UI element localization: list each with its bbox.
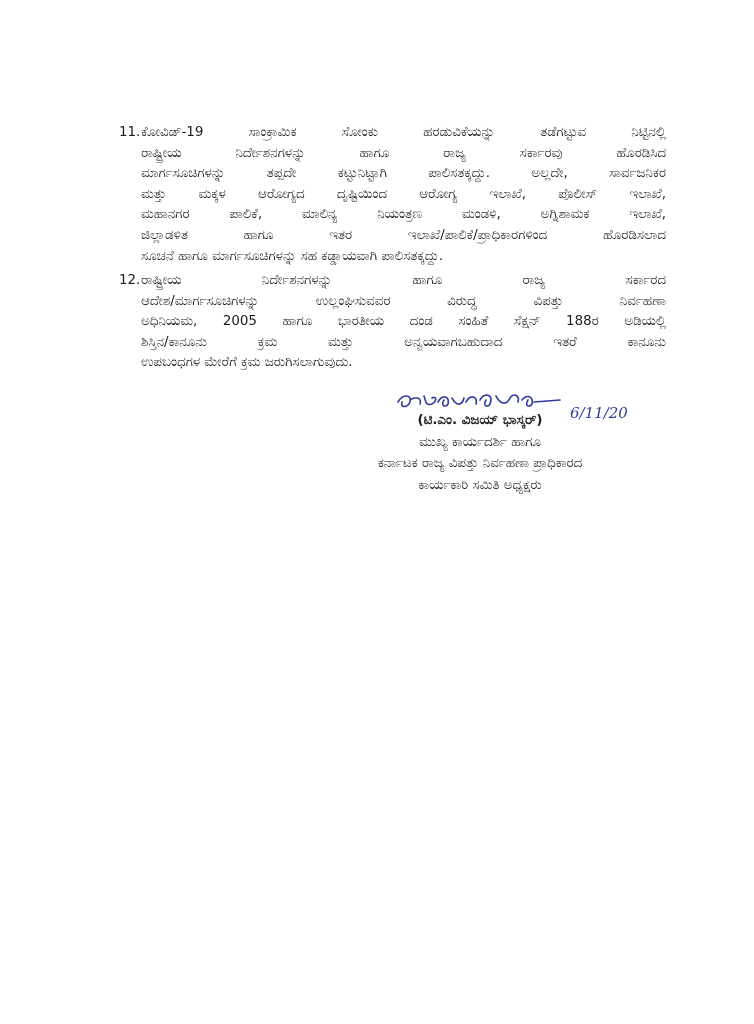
signatory-block: [300, 410, 660, 496]
clause-11: [119, 123, 666, 267]
clause-line: ಜಿಲ್ಲಾಡಳಿತ ಹಾಗೂ ಇತರ ಇಲಾಖೆ/ಪಾಲಿಕೆ/ಪ್ರಾಧಿಕಾರಗಳಿಂದ ಹೊರಡಿಸಲಾದ: [141, 227, 666, 243]
clause-line: ಮಾರ್ಗಸೂಚಿಗಳನ್ನು ತಪ್ಪದೇ ಕಟ್ಟುನಿಟ್ಟಾಗಿ ಪಾಲಿಸತಕ್ಕದ್ದು. ಅಲ್ಲದೇ, ಸಾರ್ವಜನಿಕರ: [141, 166, 666, 182]
clause-12: [119, 271, 666, 374]
signatory-designation: ಕಾರ್ಯಕಾರಿ ಸಮಿತಿ ಅಧ್ಯಕ್ಷರು: [418, 477, 542, 493]
clause-line: ಮತ್ತು ಮಕ್ಕಳ ಆರೋಗ್ಯದ ದೃಷ್ಟಿಯಿಂದ ಆರೋಗ್ಯ ಇಲಾಖೆ, ಪೊಲೀಸ್ ಇಲಾಖೆ,: [141, 186, 666, 202]
clause-number: 12.: [119, 273, 141, 288]
signature-date: 6/11/20: [570, 404, 628, 422]
clause-line: ಆದೇಶ/ಮಾರ್ಗಸೂಚಿಗಳನ್ನು ಉಲ್ಲಂಘಿಸುವವರ ವಿರುದ್ಧ ವಿಪತ್ತು ನಿರ್ವಹಣಾ: [141, 293, 666, 309]
clause-line: ಉಪಬಂಧಗಳ ಮೇರೆಗೆ ಕ್ರಮ ಜರುಗಿಸಲಾಗುವುದು.: [141, 355, 353, 371]
signatory-designation: ಕರ್ನಾಟಕ ರಾಜ್ಯ ವಿಪತ್ತು ನಿರ್ವಹಣಾ ಪ್ರಾಧಿಕಾರದ: [377, 456, 583, 471]
clause-line: ರಾಷ್ಟ್ರೀಯ ನಿರ್ದೇಶನಗಳನ್ನು ಹಾಗೂ ರಾಜ್ಯ ಸರ್ಕಾರದ: [141, 273, 666, 288]
clause-line: ರಾಷ್ಟ್ರೀಯ ನಿರ್ದೇಶನಗಳನ್ನು ಹಾಗೂ ರಾಜ್ಯ ಸರ್ಕಾರವು ಹೊರಡಿಸಿದ: [141, 145, 666, 161]
clause-line: ಮಹಾನಗರ ಪಾಲಿಕೆ, ಮಾಲಿನ್ಯ ನಿಯಂತ್ರಣ ಮಂಡಳಿ, ಅಗ್ನಿಶಾಮಕ ಇಲಾಖೆ,: [141, 207, 666, 223]
signatory-designation: ಮುಖ್ಯ ಕಾರ್ಯದರ್ಶಿ ಹಾಗೂ: [419, 434, 541, 450]
clause-line: ಅಧಿನಿಯಮ, 2005 ಹಾಗೂ ಭಾರತೀಯ ದಂಡ ಸಂಹಿತೆ ಸೆಕ್ಷನ್ 188ರ ಅಡಿಯಲ್ಲಿ: [141, 314, 666, 330]
clause-line: ಶಿಸ್ತಿನ/ಕಾನೂನು ಕ್ರಮ ಮತ್ತು ಅನ್ವಯವಾಗಬಹುದಾದ ಇತರೆ ಕಾನೂನು: [141, 334, 666, 350]
clause-number: 11.: [119, 125, 141, 140]
signatory-name: (ಟಿ.ಎಂ. ವಿಜಯ್ ಭಾಸ್ಕರ್): [417, 413, 543, 428]
clause-line: ಸೂಚನೆ ಹಾಗೂ ಮಾರ್ಗಸೂಚಿಗಳನ್ನು ಸಹ ಕಡ್ಡಾಯವಾಗಿ ಪಾಲಿಸತಕ್ಕದ್ದು.: [141, 248, 444, 264]
clause-line: ಕೋವಿಡ್-19 ಸಾಂಕ್ರಾಮಿಕ ಸೋಂಕು ಹರಡುವಿಕೆಯನ್ನು ತಡೆಗಟ್ಟುವ ನಿಟ್ಟಿನಲ್ಲಿ: [141, 125, 666, 140]
